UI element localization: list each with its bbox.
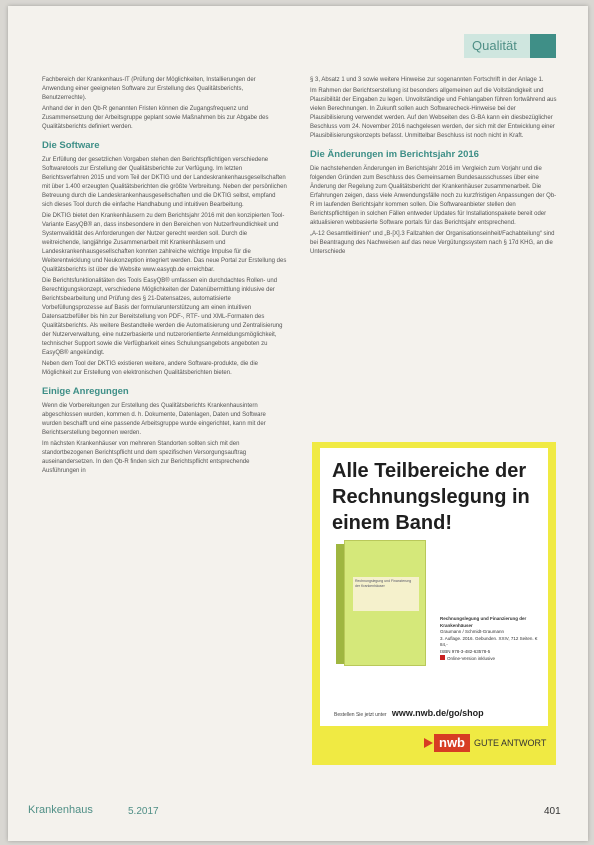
ebook-icon <box>440 655 445 660</box>
book-isbn: ISBN 978-3-482-63578-5 <box>440 648 491 654</box>
shop-link[interactable]: www.nwb.de/go/shop <box>391 708 484 718</box>
book-image <box>336 540 432 668</box>
paragraph: Die Berichtsfunktionalitäten des Tools EasyQB® umfassen ein durchdachtes Rollen- und Berechtigungskonzept, verschiedene Möglichkeiten der Datenübermittlung inklusive der Berichtsbearbeitung und Prüfung des § 21-Datensatzes, automatisierte Vorbefüllungsprozesse auf Basis der formularunterstützung am einen intuitiven Datensatzbefüller bis hin zur Bereitstellung von PDF-, RTF- und XML-Formaten des Qualitätsberichts. Als weitere Bestandteile werden die Automatisierung und Zentralisierung der Nutzerverwaltung, eine nutzerbasierte und nutzerorientierte Anmeldungsmöglichkeit, technischer Support sowie die Verfügbarkeit eines Schulungsangebots angeboten zu EasyQB® angekündigt. <box>42 278 283 356</box>
paragraph: Im Rahmen der Berichtserstellung ist besonders allgemeinen auf die Vollständigkeit und Plausibilität der Eingaben zu legen. Unvollständige und Fehlangaben führen fortwährend aus vielen Berechnungen. In Zukunft sollen auch Softwarecheck-Hinweise bei der Plausibilisierung verwendet werden. Auf den Webseiten des G-BA kann ein diesbezüglicher Beschluss vom 24. November 2016 nachgelesen werden, der sich mit der Entwicklung einer Plausibilisierungskonzepts befasst. Unmittelbar Beschluss ist noch nicht in Kraft. <box>310 88 557 139</box>
paragraph: Fachbereich der Krankenhaus-IT (Prüfung der Möglichkeiten, Installierungen der Anwendung einer geeigneten Software zur Erstellung des Qualitätsberichts, Benutzerrechte). <box>42 77 256 101</box>
nwb-logo: nwb <box>434 734 470 752</box>
section-tag: Qualität <box>464 34 556 58</box>
paragraph: Zur Erfüllung der gesetzlichen Vorgaben stehen den Berichtspflichtigen verschiedene Softwaretools zur Erstellung der Qualitätsberichte zur Verfügung. Im letzten Berichtsverfahren 2015 und vom Teil der DKTIG und der Landeskrankenhausgesellschaften mit über 1.400 erzeugten Qualitätsberichten die größte Verbreitung. Neben der persönlichen Betreuung durch die Landeskrankenhausgesellschaften und die DKTIG selbst, empfand sich dieses Tool durch die einfache Handhabung und intuitiven Bearbeitung. <box>42 157 287 208</box>
shop-prefix: Bestellen Sie jetzt unter <box>334 712 387 718</box>
nwb-arrow-icon <box>424 738 433 748</box>
section-heading: Die Software <box>42 140 100 151</box>
paragraph: Die nachstehenden Änderungen im Berichtsjahr 2016 im Vergleich zum Vorjahr und die folgenden Gründen zum Beschluss des Gemeinsamen Bundesausschusses über eine Änderung der Regelung zum Qualitätsbericht der Krankenhäuser zusammenarbeit. Die Erfahrungen zeigen, dass viele Anwendungsfälle noch zu kurzfristigen Anpassungen der Qb-R im laufenden Berichtsjahr kommen sollen. Die Softwareanbieter stellen den Berichtspflichtigen in solchen Fällen entweder Updates für Installationspakete bereit oder aktualisieren webbasierte Software portals für das Berichtsjahr entsprechend. <box>310 166 557 226</box>
book-edition: 3. Auflage. 2016. Gebunden. XXIV, 712 Seiten. € 84,- <box>440 635 538 647</box>
book-author: Graumann / Schmidt-Graumann <box>440 629 505 634</box>
book-title: Rechnungslegung und Finanzierung der Krankenhäuser <box>440 616 527 628</box>
issue-number: 5.2017 <box>128 806 159 817</box>
book-details <box>440 616 544 663</box>
shop-line <box>334 708 550 718</box>
page-number: 401 <box>544 806 561 817</box>
paragraph: Anhand der in den Qb-R genannten Fristen können die Zugangsfrequenz und Zusammensetzung der Arbeitsgruppe geplant sowie Maßnahmen bis zur Abgabe des Qualitätsberichts definiert werden. <box>42 106 269 130</box>
paragraph: Im nächsten Krankenhäuser von mehreren Standorten sollten sich mit den standortbezogenen Berichtspflicht und dem spezifischen Versorgungsauftrag auseinandersetzen. In den Qb-R finden sich zur Berichtspflicht entsprechende Ausführungen in <box>42 441 250 474</box>
book-ebook: Online-Version inklusive <box>440 655 544 663</box>
book-cover-title: Rechnungslegung und Finanzierung der Krankenhäuser <box>355 579 412 588</box>
paragraph: Wenn die Vorbereitungen zur Erstellung des Qualitätsberichts Krankenhausintern abgeschlossen wurden, kommen d. h. Dokumente, Datenlagen, Daten und Software wurden beschafft und eine passende Arbeitsgruppe wurde eingerichtet, kann mit der Berichtserstellung begonnen werden. <box>42 403 266 436</box>
book-advertisement[interactable] <box>312 442 556 765</box>
magazine-brand: Krankenhaus <box>28 804 93 816</box>
paragraph: Neben dem Tool der DKTIG existieren weitere, andere Software-produkte, die die Möglichkeit zur Erstellung von elektronischen Qualitätsberichten bieten. <box>42 361 259 376</box>
section-heading: Einige Anregungen <box>42 386 129 397</box>
paragraph: § 3, Absatz 1 und 3 sowie weitere Hinweise zur sogenannten Fortschrift in der Anlage 1. <box>310 77 544 83</box>
paragraph: Die DKTIG bietet den Krankenhäusern zu dem Berichtsjahr 2016 mit den konzipierten Tool-Variante EasyQB® an, dass insbesondere in den Bereichen von Nutzerfreundlichkeit und Systemvalidität des Anforderungen der Nutzer gerecht werden soll. Durch die weitreichende, langjährige Zusammenarbeit mit Krankenhäusern und Landeskrankenhausgesellschaften konnten zahlreiche wichtige Impulse für die Weiterentwicklung und Neukonzeption integriert werden. Das neue Portal zur Erstellung des Qualitätsberichts ist über die Website www.easyqb.de erreichbar. <box>42 213 287 273</box>
left-column <box>42 76 287 478</box>
ad-panel <box>320 448 548 726</box>
magazine-page <box>8 6 588 841</box>
paragraph: „A-12 Gesamtleitlinien“ und „B-[X].3 Fallzahlen der Organisationseinheit/Fachabteilung“ sind bei Beantragung des Nachweisen auf das neue Vergütungssystem nach § 17d KHG, an die Unterschiede <box>310 231 555 255</box>
section-marker <box>530 34 556 58</box>
section-heading: Die Änderungen im Berichtsjahr 2016 <box>310 149 479 160</box>
right-column <box>310 76 558 259</box>
ad-headline: Alle Teilbereiche der Rechnungslegung in einem Band! <box>332 460 530 534</box>
nwb-tagline: GUTE ANTWORT <box>474 738 547 748</box>
book-cover <box>344 540 426 666</box>
